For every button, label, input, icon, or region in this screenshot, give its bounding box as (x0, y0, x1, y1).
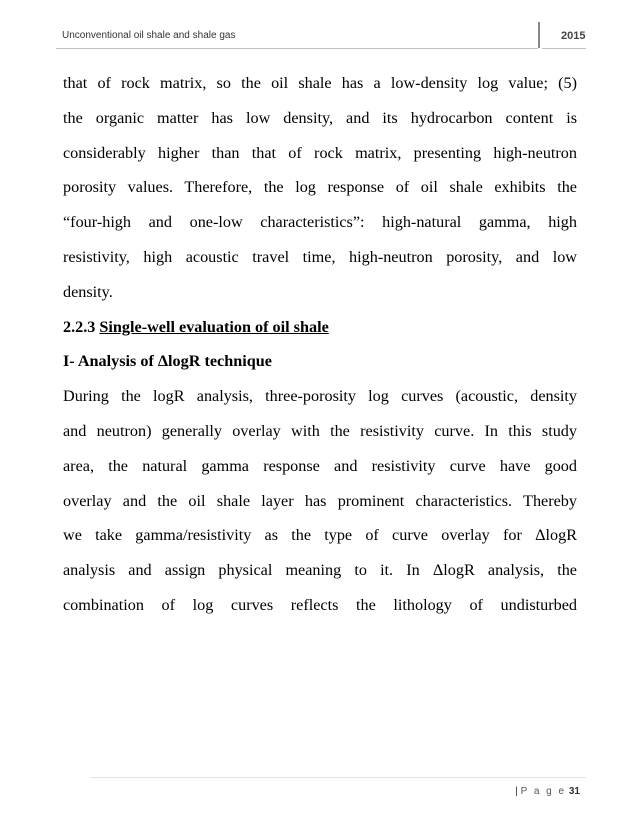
page-label: P a g e (520, 786, 567, 797)
page-body (63, 66, 577, 623)
text-line: During the logR analysis, three-porosity log curves (acoustic, density (63, 387, 577, 406)
header-rule-right (542, 48, 586, 49)
text-line: overlay and the oil shale layer has prominent characteristics. Thereby (63, 491, 577, 510)
section-number: 2.2.3 (63, 317, 96, 336)
text-line: porosity values. Therefore, the log response of oil shale exhibits the (63, 178, 577, 197)
text-line: considerably higher than that of rock matrix, presenting high-neutron (63, 143, 577, 162)
text-line: the organic matter has low density, and its hydrocarbon content is (63, 108, 577, 127)
text-line: “four-high and one-low characteristics”: high-natural gamma, high (63, 213, 577, 232)
text-line: that of rock matrix, so the oil shale has a low-density log value; (5) (63, 74, 577, 92)
text-line: analysis and assign physical meaning to it. In ΔlogR analysis, the (63, 561, 577, 580)
text-line: combination of log curves reflects the lithology of undisturbed (63, 595, 577, 614)
footer-rule (90, 777, 586, 778)
paragraph-2 (63, 379, 577, 623)
section-title: Single-well evaluation of oil shale (99, 317, 329, 336)
text-line: we take gamma/resistivity as the type of curve overlay for ΔlogR (63, 526, 577, 545)
page-footer (515, 786, 580, 797)
page-header (56, 22, 586, 50)
section-heading (63, 310, 577, 345)
text-line: resistivity, high acoustic travel time, high-neutron porosity, and low (63, 247, 577, 266)
page-number: 31 (568, 786, 580, 797)
text-line: density. (63, 282, 113, 301)
text-line: area, the natural gamma response and resistivity curve have good (63, 456, 577, 475)
text-line: and neutron) generally overlay with the resistivity curve. In this study (63, 421, 577, 440)
header-title: Unconventional oil shale and shale gas (62, 30, 236, 41)
paragraph-1 (63, 66, 577, 310)
footer-separator: | (515, 786, 518, 797)
header-divider (538, 22, 540, 48)
header-year: 2015 (561, 30, 586, 42)
subsection-heading: I- Analysis of ΔlogR technique (63, 352, 272, 371)
header-rule (56, 48, 538, 49)
